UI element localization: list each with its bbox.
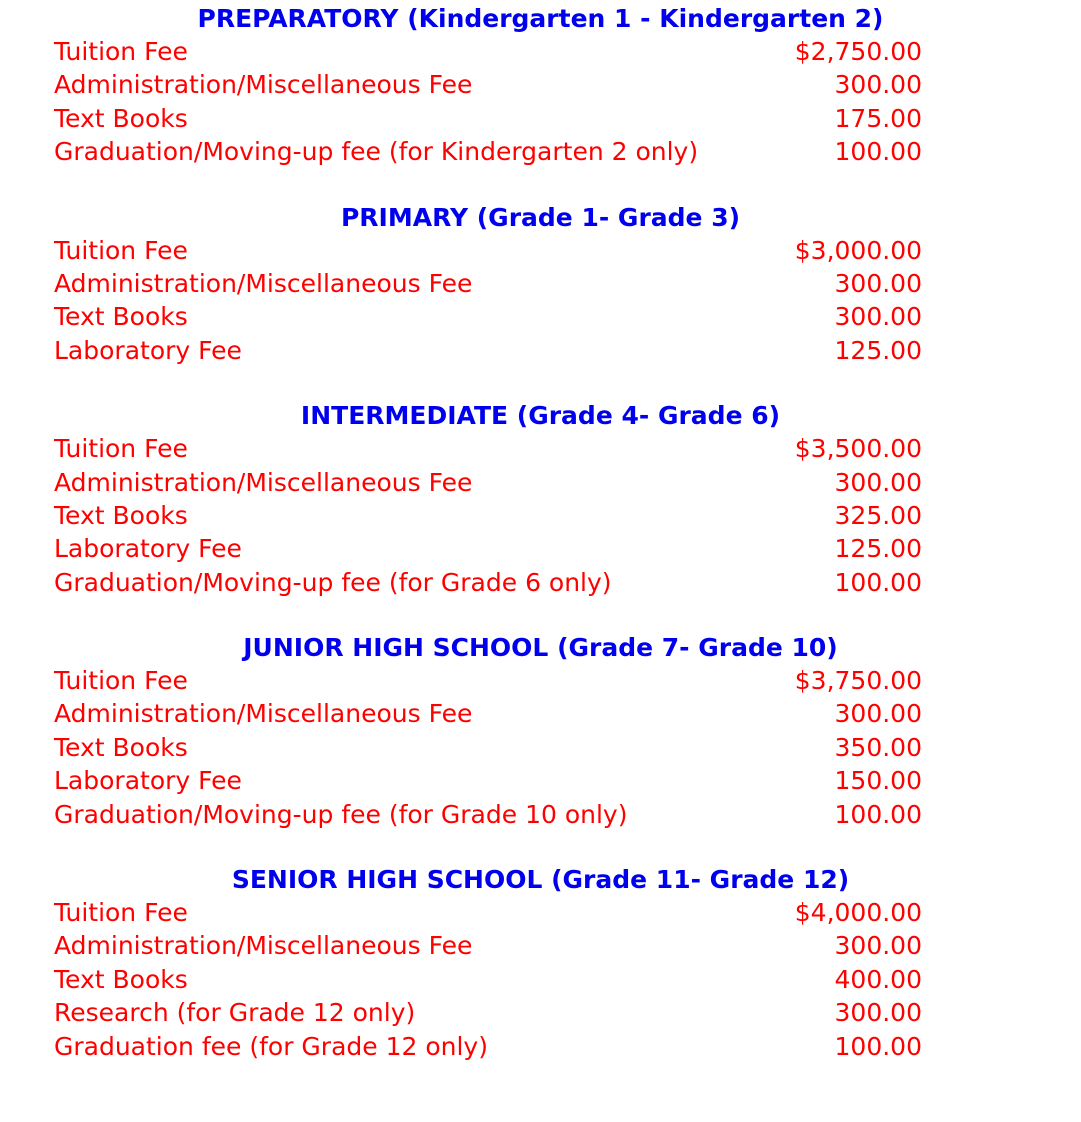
fee-amount: 100.00 (834, 799, 922, 829)
fee-amount: 300.00 (834, 467, 922, 497)
fee-row (0, 466, 1081, 499)
fee-row (0, 896, 1081, 929)
fee-row (0, 731, 1081, 764)
fee-row (0, 334, 1081, 367)
fee-label: Tuition Fee (54, 235, 188, 265)
section-title: INTERMEDIATE (Grade 4- Grade 6) (300, 401, 781, 431)
section-intermediate (0, 399, 1081, 599)
fee-label: Laboratory Fee (54, 766, 242, 796)
fee-label: Graduation/Moving-up fee (for Grade 6 only) (54, 567, 612, 597)
section-preparatory (0, 2, 1081, 169)
fee-row (0, 1030, 1081, 1063)
fee-label: Laboratory Fee (54, 335, 242, 365)
fee-amount: $4,000.00 (794, 898, 922, 928)
fee-label: Laboratory Fee (54, 534, 242, 564)
section-senior-high-school (0, 863, 1081, 1063)
fee-label: Research (for Grade 12 only) (54, 998, 416, 1028)
fee-amount: $3,000.00 (794, 235, 922, 265)
fee-label: Tuition Fee (54, 37, 188, 66)
fee-row (0, 68, 1081, 101)
fee-row (0, 35, 1081, 68)
fee-amount: 300.00 (834, 302, 922, 332)
fee-row (0, 929, 1081, 962)
fee-label: Text Books (54, 964, 188, 994)
fee-amount: 125.00 (834, 335, 922, 365)
fee-amount: 350.00 (834, 732, 922, 762)
section-primary (0, 201, 1081, 368)
section-junior-high-school (0, 631, 1081, 831)
fee-amount: 300.00 (834, 998, 922, 1028)
fee-label: Text Books (54, 500, 188, 530)
fee-label: Administration/Miscellaneous Fee (54, 931, 473, 961)
section-title: SENIOR HIGH SCHOOL (Grade 11- Grade 12) (231, 865, 850, 895)
fee-label: Text Books (54, 103, 188, 133)
fee-row (0, 798, 1081, 831)
fee-amount: 400.00 (834, 964, 922, 994)
fee-amount: 100.00 (834, 567, 922, 597)
fee-row (0, 764, 1081, 797)
fee-amount: 125.00 (834, 534, 922, 564)
fee-amount: 100.00 (834, 1031, 922, 1061)
fee-row (0, 135, 1081, 168)
fee-row (0, 499, 1081, 532)
fee-label: Tuition Fee (54, 434, 188, 464)
fee-amount: $3,500.00 (794, 434, 922, 464)
fee-row (0, 566, 1081, 599)
fee-label: Administration/Miscellaneous Fee (54, 268, 473, 298)
fee-amount: $2,750.00 (794, 37, 922, 66)
fee-label: Administration/Miscellaneous Fee (54, 70, 473, 100)
fee-label: Tuition Fee (54, 898, 188, 928)
fee-row (0, 963, 1081, 996)
fee-label: Graduation/Moving-up fee (for Grade 10 only) (54, 799, 628, 829)
section-title: JUNIOR HIGH SCHOOL (Grade 7- Grade 10) (243, 633, 838, 663)
fee-amount: 300.00 (834, 699, 922, 729)
fee-row (0, 697, 1081, 730)
fee-amount: $3,750.00 (794, 666, 922, 696)
fee-row (0, 300, 1081, 333)
fee-row (0, 267, 1081, 300)
fee-amount: 300.00 (834, 70, 922, 100)
fee-row (0, 432, 1081, 465)
fee-row (0, 532, 1081, 565)
fee-amount: 300.00 (834, 931, 922, 961)
section-title: PREPARATORY (Kindergarten 1 - Kindergarten 2) (197, 4, 884, 33)
fee-amount: 300.00 (834, 268, 922, 298)
fee-row (0, 996, 1081, 1029)
fee-amount: 100.00 (834, 137, 922, 167)
fee-label: Text Books (54, 732, 188, 762)
fee-label: Tuition Fee (54, 666, 188, 696)
fee-label: Text Books (54, 302, 188, 332)
fee-row (0, 234, 1081, 267)
fee-label: Graduation/Moving-up fee (for Kindergarten 2 only) (54, 137, 699, 167)
fee-row (0, 102, 1081, 135)
fee-amount: 325.00 (834, 500, 922, 530)
fee-amount: 175.00 (834, 103, 922, 133)
fee-label: Administration/Miscellaneous Fee (54, 467, 473, 497)
fee-label: Administration/Miscellaneous Fee (54, 699, 473, 729)
fee-label: Graduation fee (for Grade 12 only) (54, 1031, 488, 1061)
fee-amount: 150.00 (834, 766, 922, 796)
fee-row (0, 664, 1081, 697)
section-title: PRIMARY (Grade 1- Grade 3) (340, 202, 741, 232)
